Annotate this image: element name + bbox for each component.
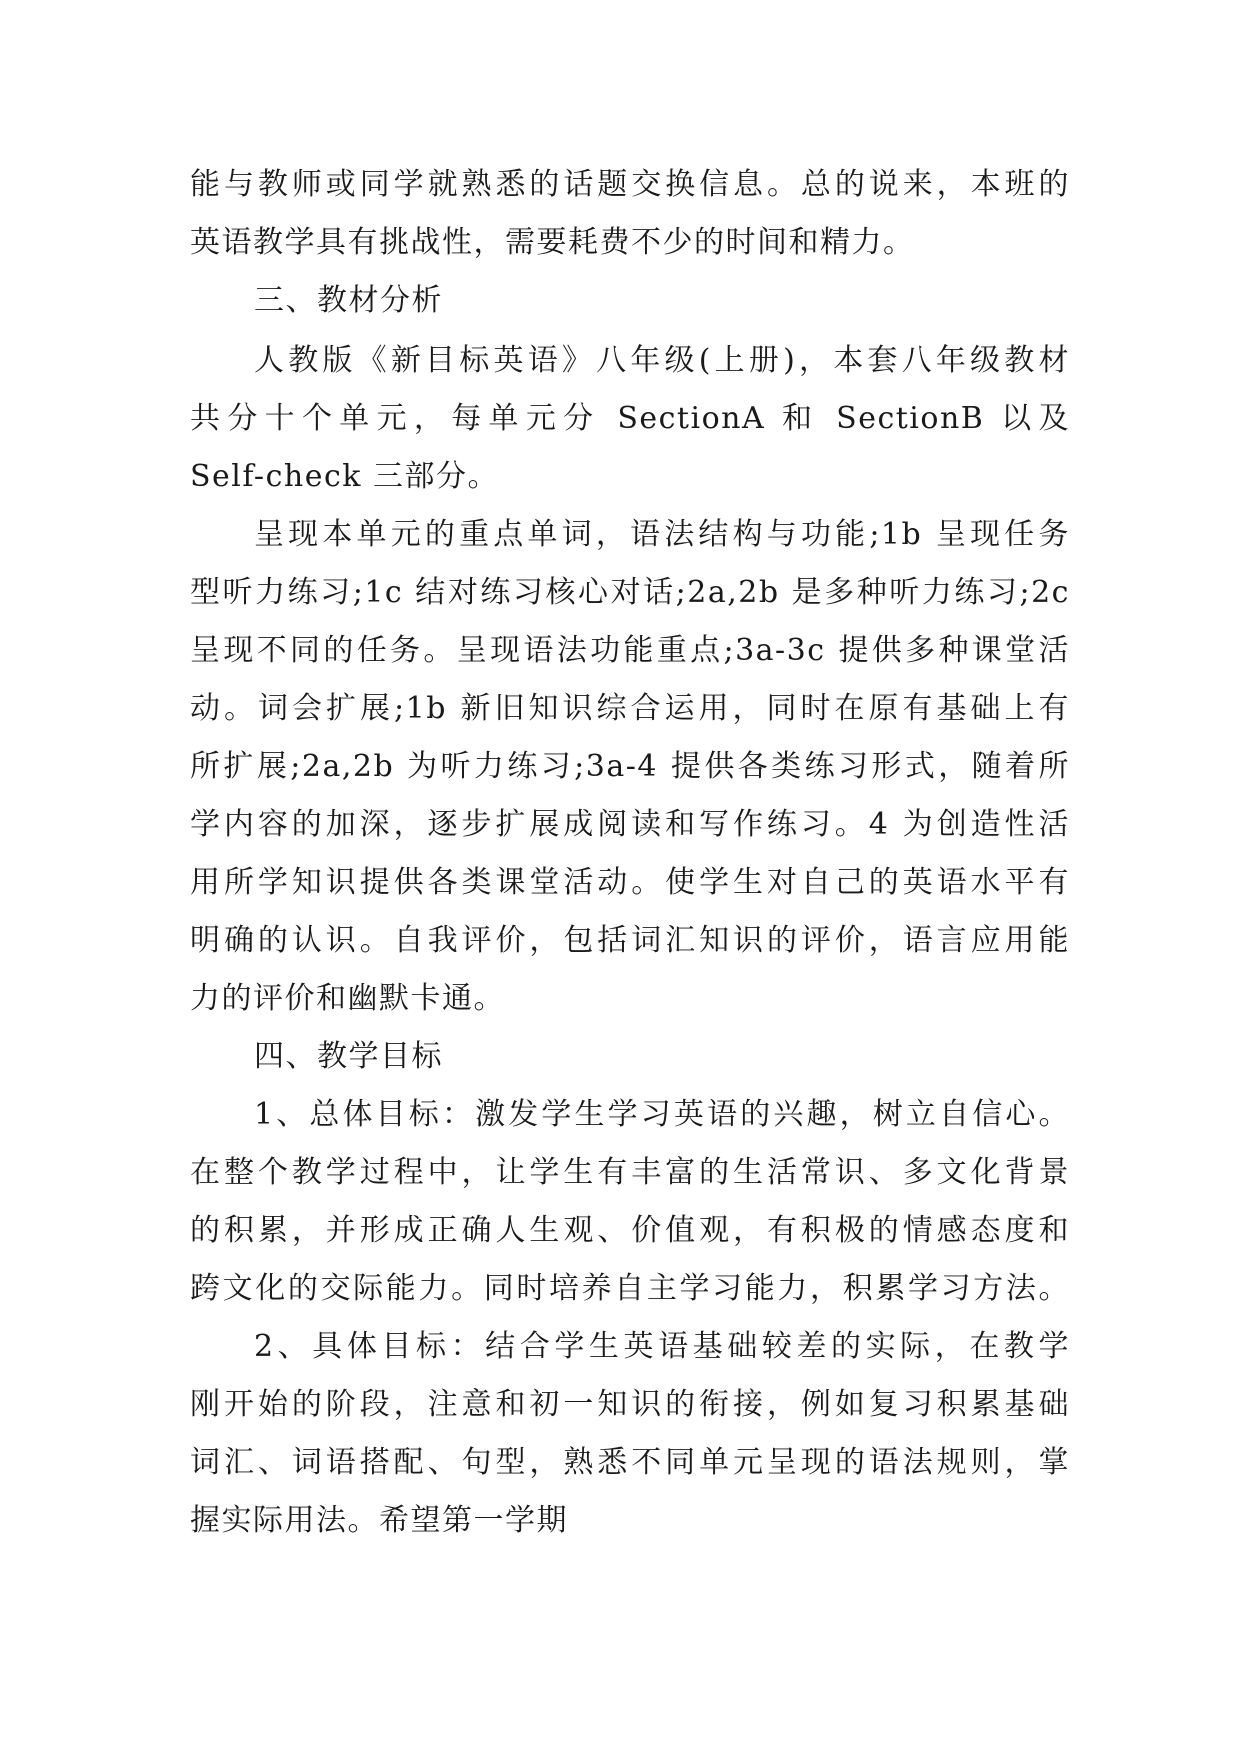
body-text-line: 呈现不同的任务。呈现语法功能重点;3a-3c 提供多种课堂活 — [190, 633, 1070, 668]
body-text-line: 动。词会扩展;1b 新旧知识综合运用，同时在原有基础上有 — [190, 691, 1070, 726]
body-text-line: 所扩展;2a,2b 为听力练习;3a-4 提供各类练习形式，随着所 — [190, 749, 1070, 784]
body-text-line: 在整个教学过程中，让学生有丰富的生活常识、多文化背景 — [190, 1155, 1070, 1190]
body-text-line: 呈现本单元的重点单词，语法结构与功能;1b 呈现任务 — [254, 517, 1070, 552]
body-text-line: 共分十个单元，每单元分 SectionA 和 SectionB 以及 — [190, 401, 1070, 436]
body-text-line: 人教版《新目标英语》八年级(上册)，本套八年级教材 — [254, 343, 1070, 378]
body-text-line: 明确的认识。自我评价，包括词汇知识的评价，语言应用能 — [190, 923, 1070, 958]
body-text-line: 2、具体目标：结合学生英语基础较差的实际，在教学 — [254, 1329, 1070, 1364]
body-text-line: 力的评价和幽默卡通。 — [190, 981, 505, 1016]
body-text-line: 刚开始的阶段，注意和初一知识的衔接，例如复习积累基础 — [190, 1387, 1070, 1422]
body-text-line: 型听力练习;1c 结对练习核心对话;2a,2b 是多种听力练习;2c — [190, 575, 1070, 610]
body-text-line: Self-check 三部分。 — [190, 459, 499, 494]
body-text-line: 用所学知识提供各类课堂活动。使学生对自己的英语水平有 — [190, 865, 1070, 900]
body-text-line: 的积累，并形成正确人生观、价值观，有积极的情感态度和 — [190, 1213, 1070, 1248]
section-heading-textbook-analysis: 三、教材分析 — [254, 283, 443, 318]
body-text-line: 能与教师或同学就熟悉的话题交换信息。总的说来，本班的 — [190, 167, 1070, 202]
body-text-line: 1、总体目标：激发学生学习英语的兴趣，树立自信心。 — [254, 1097, 1070, 1132]
body-text-line: 词汇、词语搭配、句型，熟悉不同单元呈现的语法规则，掌 — [190, 1445, 1070, 1480]
body-text-line: 握实际用法。希望第一学期 — [190, 1503, 568, 1538]
body-text-line: 学内容的加深，逐步扩展成阅读和写作练习。4 为创造性活 — [190, 807, 1070, 842]
section-heading-teaching-goals: 四、教学目标 — [254, 1039, 443, 1074]
body-text-line: 英语教学具有挑战性，需要耗费不少的时间和精力。 — [190, 225, 915, 260]
body-text-line: 跨文化的交际能力。同时培养自主学习能力，积累学习方法。 — [190, 1271, 1070, 1306]
